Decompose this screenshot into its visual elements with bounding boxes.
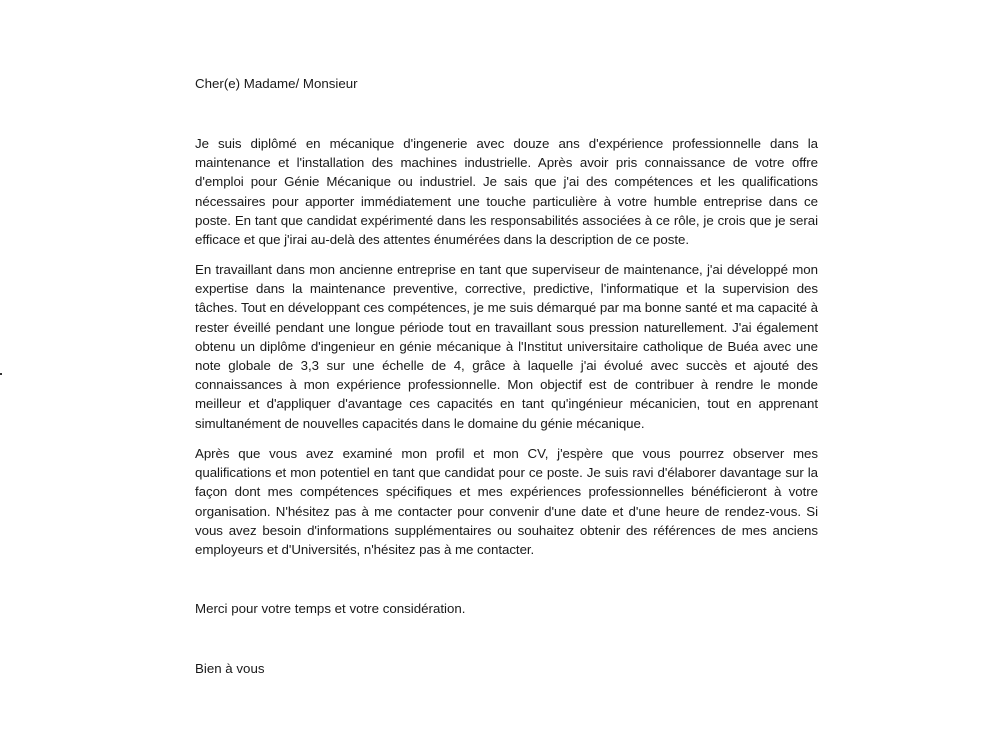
thanks-line: Merci pour votre temps et votre considération. bbox=[195, 601, 466, 616]
closing-line: Bien à vous bbox=[195, 661, 265, 676]
paragraph-conclusion: Après que vous avez examiné mon profil et mon CV, j'espère que vous pourrez observer mes qualifications et mon potentiel en tant que candidat pour ce poste. Je suis ravi d'élaborer davantage sur la façon dont mes compétences spécifiques et mes expériences professionnelles bénéficieront à votre organisation. N'hésitez pas à me contacter pour convenir d'une date et d'une heure de rendez-vous. Si vous avez besoin d'informations supplémentaires ou souhaitez obtenir des références de mes anciens employeurs et d'Universités, n'hésitez pas à me contacter. bbox=[195, 446, 818, 558]
edge-mark bbox=[0, 373, 2, 375]
paragraph-experience: En travaillant dans mon ancienne entreprise en tant que superviseur de maintenance, j'ai développé mon expertise dans la maintenance preventive, corrective, predictive, l'informatique et la supervision des tâches. Tout en développant ces compétences, je me suis démarqué par ma bonne santé et ma capacité à rester éveillé pendant une longue période tout en travaillant sous pression naturellement. J'ai également obtenu un diplôme d'ingenieur en génie mécanique à l'Institut universitaire catholique de Buéa avec une note globale de 3,3 sur une échelle de 4, grâce à laquelle j'ai évolué avec succès et ajouté des connaissances à mon expérience professionnelle. Mon objectif est de contribuer à rendre le monde meilleur et d'appliquer d'avantage ces capacités en tant qu'ingénieur mécanicien, tout en apprenant simultanément de nouvelles capacités dans le domaine du génie mécanique. bbox=[195, 262, 818, 431]
paragraph-introduction: Je suis diplômé en mécanique d'ingenerie avec douze ans d'expérience professionnelle dans la maintenance et l'installation des machines industrielle. Après avoir pris connaissance de votre offre d'emploi pour Génie Mécanique ou industriel. Je sais que j'ai des compétences et les qualifications nécessaires pour apporter immédiatement une touche particulière à votre humble entreprise dans ce poste. En tant que candidat expérimenté dans les responsabilités associées à ce rôle, je crois que je serai efficace et que j'irai au-delà des attentes énumérées dans la description de ce poste. bbox=[195, 136, 818, 248]
salutation: Cher(e) Madame/ Monsieur bbox=[195, 76, 358, 91]
